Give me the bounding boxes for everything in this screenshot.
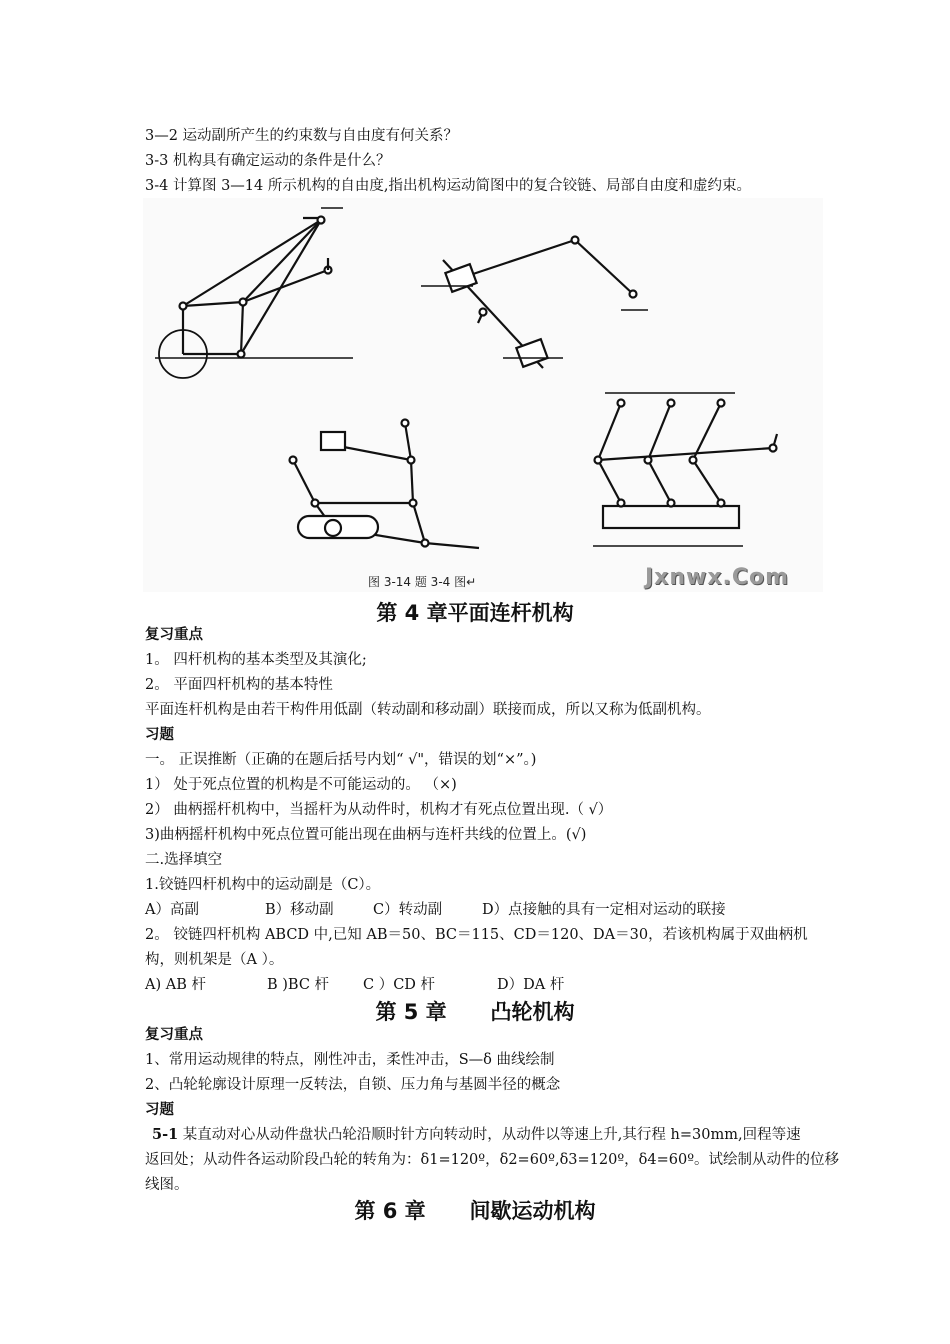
chapter-4-review-item-2: 2。 平面四杆机构的基本特性	[145, 677, 333, 693]
chapter-5-exercise-heading: 习题	[145, 1102, 174, 1118]
choice-2-option-a: A) AB 杆	[145, 977, 206, 993]
choice-question-2-line-2: 构，则机架是（A ）。	[145, 952, 284, 968]
chapter-5-title: 第 5 章 凸轮机构	[375, 1000, 575, 1024]
true-false-title: 一。 正误推断（正确的在题后括号内划“ √"，错误的划“×”。)	[145, 752, 537, 768]
chapter-4-review-text: 平面连杆机构是由若干构件用低副（转动副和移动副）联接而成，所以又称为低副机构。	[145, 702, 711, 718]
exercise-5-1-line-3: 线图。	[145, 1177, 189, 1193]
watermark-logo: Jxnwx.Com	[645, 565, 790, 590]
chapter-5-review-item-2: 2、凸轮轮廓设计原理一反转法，自锁、压力角与基圆半径的概念	[145, 1077, 561, 1093]
chapter-5-review-heading: 复习重点	[145, 1027, 203, 1043]
question-3-4: 3-4 计算图 3—14 所示机构的自由度,指出机构运动简图中的复合铰链、局部自由度和虚约束。	[145, 178, 751, 194]
chapter-6-title: 第 6 章 间歇运动机构	[354, 1199, 596, 1223]
choice-2-option-b: B )BC 杆	[267, 977, 330, 993]
choice-1-option-a: A）高副	[145, 902, 199, 918]
chapter-4-title: 第 4 章平面连杆机构	[376, 601, 574, 625]
choice-question-2-line-1: 2。 铰链四杆机构 ABCD 中,已知 AB＝50、BC＝115、CD＝120、DA＝30，若该机构属于双曲柄机	[145, 927, 808, 943]
choice-title: 二.选择填空	[145, 852, 223, 868]
choice-1-option-c: C）转动副	[373, 902, 443, 918]
true-false-item-2: 2） 曲柄摇杆机构中，当摇杆为从动件时，机构才有死点位置出现.（ √）	[145, 802, 613, 818]
choice-2-option-d: D）DA 杆	[497, 977, 565, 993]
figure-3-14	[143, 198, 823, 592]
mechanism-diagrams	[143, 198, 823, 592]
chapter-5-review-item-1: 1、常用运动规律的特点，刚性冲击，柔性冲击，S—δ 曲线绘制	[145, 1052, 555, 1068]
choice-question-1: 1.铰链四杆机构中的运动副是（C）。	[145, 877, 381, 893]
chapter-4-exercise-heading: 习题	[145, 727, 174, 743]
exercise-5-1-line-2: 返回处；从动件各运动阶段凸轮的转角为：δ1=120º，δ2=60º,δ3=120º，δ4=60º。试绘制从动件的位移	[145, 1152, 840, 1168]
chapter-4-review-heading: 复习重点	[145, 627, 203, 643]
true-false-item-1: 1） 处于死点位置的机构是不可能运动的。 （×)	[145, 777, 457, 793]
question-3-2: 3—2 运动副所产生的约束数与自由度有何关系？	[145, 128, 459, 144]
chapter-4-review-item-1: 1。 四杆机构的基本类型及其演化;	[145, 652, 367, 668]
choice-1-option-b: B）移动副	[265, 902, 334, 918]
exercise-5-1-label: 5-1	[152, 1126, 179, 1143]
exercise-5-1-text: 某直动对心从动件盘状凸轮沿顺时针方向转动时，从动件以等速上升,其行程 h=30mm,回程等速	[178, 1127, 801, 1143]
choice-2-option-c: C ）CD 杆	[363, 977, 436, 993]
choice-1-option-d: D）点接触的具有一定相对运动的联接	[482, 902, 726, 918]
figure-caption: 图 3-14 题 3-4 图↵	[368, 575, 477, 589]
true-false-item-3: 3)曲柄摇杆机构中死点位置可能出现在曲柄与连杆共线的位置上。(√)	[145, 827, 587, 843]
exercise-5-1-line-1	[152, 1125, 801, 1145]
question-3-3: 3-3 机构具有确定运动的条件是什么？	[145, 153, 391, 169]
